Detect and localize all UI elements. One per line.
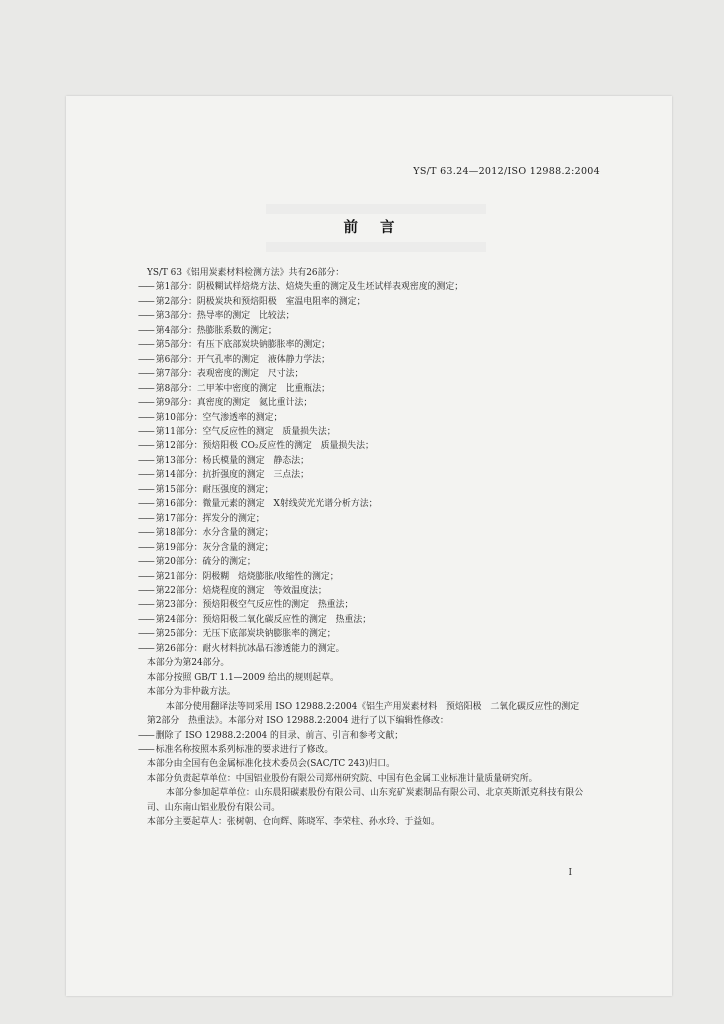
part-item-text: 第23部分：预焙阳极空气反应性的测定 热重法；	[155, 600, 354, 611]
parts-list	[128, 280, 628, 656]
part-item	[128, 338, 628, 352]
part-item-text: 第17部分：挥发分的测定；	[155, 513, 265, 524]
dash-mark: ——	[138, 340, 154, 351]
foreword-body	[128, 266, 628, 830]
edits-list	[128, 729, 628, 758]
dash-mark: ——	[138, 484, 154, 495]
dash-mark: ——	[138, 311, 154, 322]
part-item-text: 第2部分：阴极炭块和预焙阳极 室温电阻率的测定；	[155, 296, 366, 307]
part-item	[128, 353, 628, 367]
part-item-text: 第20部分：硫分的测定；	[155, 557, 256, 568]
dash-mark: ——	[138, 542, 154, 553]
part-item-text: 第25部分：无压下底部炭块钠膨胀率的测定；	[155, 629, 336, 640]
dash-mark: ——	[138, 412, 154, 423]
statement-line: 本部分为第24部分。	[147, 658, 230, 669]
dash-mark: ——	[138, 354, 154, 365]
dash-mark: ——	[138, 325, 154, 336]
edit-item	[128, 729, 628, 743]
dash-mark: ——	[138, 528, 154, 539]
part-item	[128, 367, 628, 381]
part-item-text: 第6部分：开气孔率的测定 液体静力学法；	[155, 354, 331, 365]
part-item	[128, 483, 628, 497]
drafters-line: 本部分主要起草人：张树朝、仓向辉、陈晓军、李荣柱、孙水玲、于益如。	[147, 817, 440, 828]
edit-item-text: 删除了 ISO 12988.2:2004 的目录、前言、引言和参考文献；	[155, 730, 404, 741]
dash-mark: ——	[138, 499, 154, 510]
bleed-through-mark	[266, 242, 486, 252]
part-item-text: 第12部分：预焙阳极 CO₂反应性的测定 质量损失法；	[155, 441, 374, 452]
part-item	[128, 613, 628, 627]
part-item-text: 第3部分：热导率的测定 比较法；	[155, 311, 295, 322]
part-item-text: 第13部分：杨氏模量的测定 静态法；	[155, 455, 310, 466]
part-item	[128, 468, 628, 482]
organization-line: 本部分负责起草单位：中国铝业股份有限公司郑州研究院、中国有色金属工业标准计量质量研究所。	[147, 773, 538, 784]
page-number: I	[568, 868, 572, 878]
part-item	[128, 555, 628, 569]
part-item-text: 第9部分：真密度的测定 氦比重计法；	[155, 398, 313, 409]
dash-mark: ——	[138, 744, 154, 755]
dash-mark: ——	[138, 730, 154, 741]
after-parts-list	[128, 656, 628, 699]
part-item	[128, 642, 628, 656]
part-item-text: 第5部分：有压下底部炭块钠膨胀率的测定；	[155, 340, 331, 351]
intro-line: YS/T 63《铝用炭素材料检测方法》共有26部分：	[147, 268, 345, 278]
part-item	[128, 454, 628, 468]
part-item	[128, 526, 628, 540]
dash-mark: ——	[138, 441, 154, 452]
part-item-text: 第19部分：灰分含量的测定；	[155, 542, 274, 553]
part-item-text: 第24部分：预焙阳极二氧化碳反应性的测定 热重法；	[155, 614, 372, 625]
dash-mark: ——	[138, 282, 154, 293]
part-item	[128, 295, 628, 309]
section-title: 前言	[343, 219, 417, 236]
part-item	[128, 425, 628, 439]
part-item	[128, 584, 628, 598]
statement-line: 本部分为非仲裁方法。	[147, 687, 236, 698]
part-item	[128, 570, 628, 584]
part-item	[128, 309, 628, 323]
part-item-text: 第21部分：阴极糊 焙烧膨胀/收缩性的测定；	[155, 571, 339, 582]
dash-mark: ——	[138, 470, 154, 481]
dash-mark: ——	[138, 398, 154, 409]
bleed-through-mark	[266, 204, 486, 214]
part-item-text: 第8部分：二甲苯中密度的测定 比重瓶法；	[155, 383, 331, 394]
part-item-text: 第7部分：表观密度的测定 尺寸法；	[155, 369, 304, 380]
part-item-text: 第22部分：焙烧程度的测定 等效温度法；	[155, 585, 327, 596]
part-item-text: 第16部分：微量元素的测定 X射线荧光光谱分析方法；	[155, 499, 378, 510]
part-item-text: 第1部分：阴极糊试样焙烧方法、焙烧失重的测定及生坯试样表观密度的测定；	[155, 282, 464, 293]
part-item-text: 第18部分：水分含量的测定；	[155, 528, 274, 539]
part-item	[128, 627, 628, 641]
part-item	[128, 411, 628, 425]
part-item-text: 第11部分：空气反应性的测定 质量损失法；	[155, 426, 336, 437]
dash-mark: ——	[138, 585, 154, 596]
part-item	[128, 324, 628, 338]
part-item	[128, 396, 628, 410]
dash-mark: ——	[138, 513, 154, 524]
statement-line: 本部分按照 GB/T 1.1—2009 给出的规则起草。	[147, 672, 339, 683]
part-item	[128, 280, 628, 294]
part-item-text: 第15部分：耐压强度的测定；	[155, 484, 274, 495]
dash-mark: ——	[138, 455, 154, 466]
dash-mark: ——	[138, 369, 154, 380]
part-item	[128, 497, 628, 511]
part-item	[128, 382, 628, 396]
standard-code-header: YS/T 63.24—2012/ISO 12988.2:2004	[413, 166, 600, 177]
dash-mark: ——	[138, 629, 154, 640]
dash-mark: ——	[138, 571, 154, 582]
dash-mark: ——	[138, 296, 154, 307]
dash-mark: ——	[138, 383, 154, 394]
part-item-text: 第4部分：热膨胀系数的测定；	[155, 325, 277, 336]
part-item	[128, 439, 628, 453]
dash-mark: ——	[138, 614, 154, 625]
dash-mark: ——	[138, 426, 154, 437]
organization-line: 本部分由全国有色金属标准化技术委员会(SAC/TC 243)归口。	[147, 759, 396, 770]
organization-lines	[128, 757, 628, 786]
dash-mark: ——	[138, 643, 154, 654]
part-item	[128, 598, 628, 612]
part-item-text: 第26部分：耐火材料抗冰晶石渗透能力的测定。	[155, 643, 345, 654]
edit-item-text: 标准名称按照本系列标准的要求进行了修改。	[155, 744, 334, 755]
part-item-text: 第14部分：抗折强度的测定 三点法；	[155, 470, 310, 481]
participants-paragraph: 本部分参加起草单位：山东晨阳碳素股份有限公司、山东兖矿炭素制品有限公司、北京英斯派克科技有限公司、山东南山铝业股份有限公司。	[147, 788, 584, 813]
part-item	[128, 541, 628, 555]
edit-item	[128, 743, 628, 757]
dash-mark: ——	[138, 557, 154, 568]
adoption-paragraph: 本部分使用翻译法等同采用 ISO 12988.2:2004《铝生产用炭素材料 预焙阳极 二氧化碳反应性的测定 第2部分 热重法》。本部分对 ISO 12988.2:2004 进行了以下编辑性修改：	[147, 701, 589, 727]
dash-mark: ——	[138, 600, 154, 611]
part-item-text: 第10部分：空气渗透率的测定；	[155, 412, 283, 423]
document-page	[66, 96, 672, 996]
part-item	[128, 512, 628, 526]
